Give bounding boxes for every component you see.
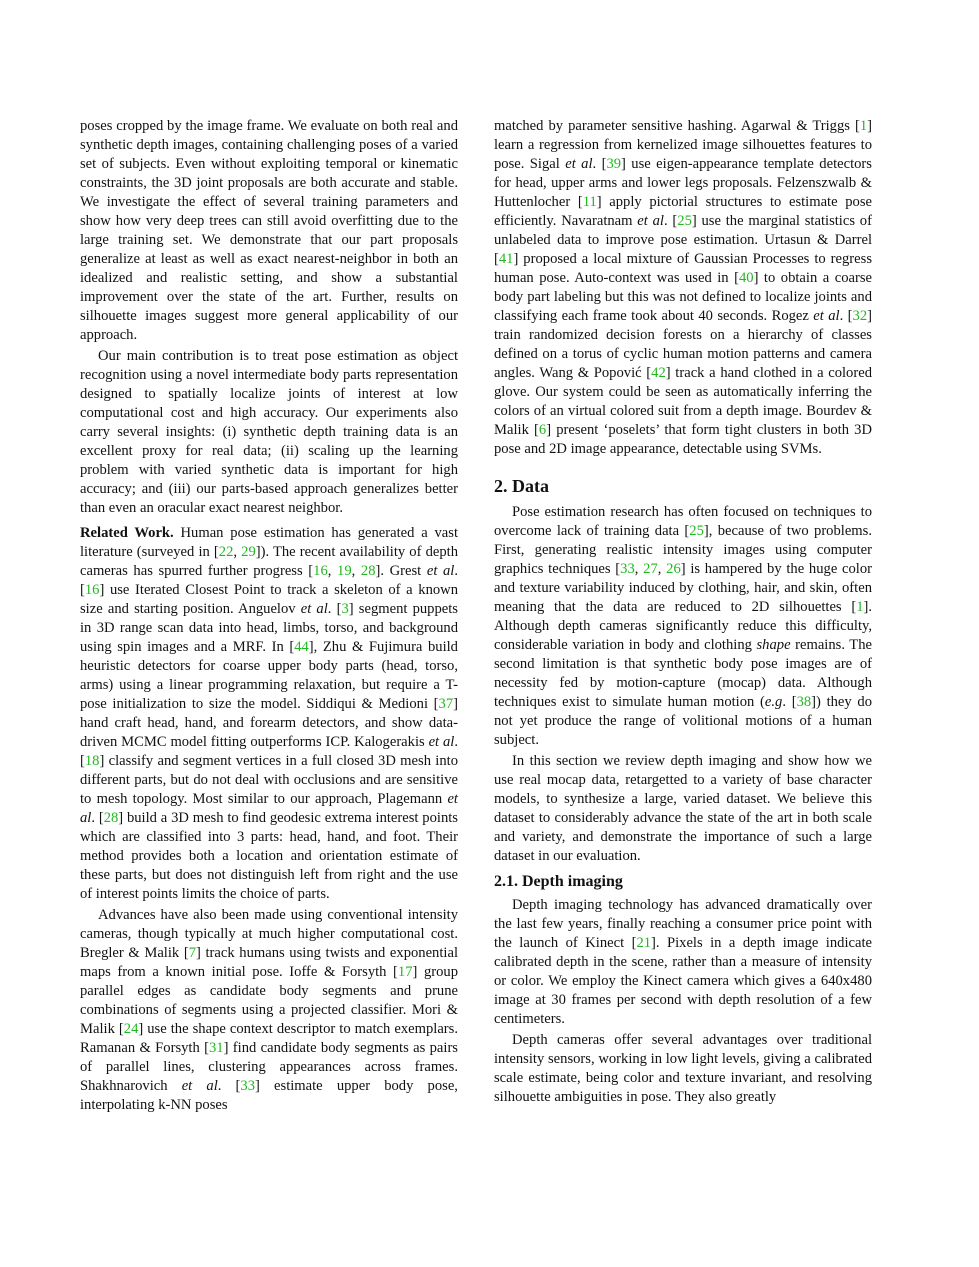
emphasis-text: e.g xyxy=(764,694,783,710)
text-run: ] train randomized decision forests on a hierarchy of classes defined on a torus of cyclic human motion patterns and camera angles. Wang & Popović [ xyxy=(494,308,872,381)
text-run: ]). The recent availability of depth cameras has spurred further progress [ xyxy=(80,544,458,579)
text-run: ] find candidate body segments as pairs of parallel lines, clustering appearances across frames. Shakhnarovich xyxy=(80,1040,458,1094)
text-run: ] track humans using twists and exponential maps from a known initial pose. Ioffe & Forsyth [ xyxy=(80,945,458,980)
emphasis-text: et al xyxy=(300,601,328,617)
text-run: ] segment puppets in 3D range scan data into head, limbs, torso, and background using spin images and a MRF. In [ xyxy=(80,601,458,655)
related-work-heading: Related Work. xyxy=(80,525,174,541)
citation-link[interactable]: 1 xyxy=(856,599,864,615)
text-run: Advances have also been made using conventional intensity cameras, though typically at much higher computational cost. Bregler & Malik [ xyxy=(80,907,458,961)
text-run: ], Zhu & Fujimura build heuristic detectors for coarse upper body parts (head, torso, arms) using a linear programming relaxation, but require a T-pose initialization to size the model. Siddiqui & Medioni [ xyxy=(80,639,458,712)
citation-link[interactable]: 28 xyxy=(103,810,119,826)
text-run: . [ xyxy=(782,694,797,710)
left-column xyxy=(80,117,458,1115)
text-run: . [ xyxy=(91,810,104,826)
citation-link[interactable]: 21 xyxy=(636,935,652,951)
text-run: ] use the shape context descriptor to match exemplars. Ramanan & Forsyth [ xyxy=(80,1021,458,1056)
contribution-paragraph: Our main contribution is to treat pose estimation as object recognition using a novel intermediate body parts representation designed to spatially localize joints of interest at low computational cost and high accuracy. Our experiments also carry several insights: (i) synthetic depth training data is an excellent proxy for real data; (ii) scaling up the learning problem with varied synthetic data is important for high accuracy; and (iii) our parts-based approach generalizes better than even an oracular exact nearest neighbor. xyxy=(80,348,458,516)
citation-link[interactable]: 44 xyxy=(294,639,309,655)
text-run: , xyxy=(233,544,242,560)
text-run: ] is hampered by the huge color and texture variability induced by clothing, hair, and skin, often meaning that the data are reduced to 2D silhouettes [ xyxy=(494,561,873,615)
citation-link[interactable]: 6 xyxy=(538,422,547,438)
text-run: , xyxy=(327,563,338,579)
citation-link[interactable]: 7 xyxy=(188,945,196,961)
citation-link[interactable]: 1 xyxy=(859,118,868,134)
citation-link[interactable]: 40 xyxy=(738,270,754,286)
text-run: . [ xyxy=(327,601,342,617)
related-work-paragraph xyxy=(80,524,458,904)
citation-link[interactable]: 22 xyxy=(218,544,234,560)
emphasis-text: et al xyxy=(181,1078,218,1094)
depth-paragraph-2: Depth cameras offer several advantages over traditional intensity sensors, working in low light levels, giving a calibrated scale estimate, being color and texture invariant, and resolving silhouette ambiguities in pose. They also greatly xyxy=(494,1032,872,1105)
text-run: ] group parallel edges as candidate body segments and prune combinations of segments using a projected classifier. Mori & Malik [ xyxy=(80,964,458,1037)
text-run: ], because of two problems. First, generating realistic intensity images using computer graphics techniques [ xyxy=(494,523,872,577)
text-run: ]. Pixels in a depth image indicate calibrated depth in the scene, rather than a measure of intensity or color. We employ the Kinect camera which gives a 640x480 image at 30 frames per second with depth resolution of a few centimeters. xyxy=(494,935,872,1027)
text-run: Human pose estimation has generated a vast literature (surveyed in [ xyxy=(80,525,458,560)
text-run: , xyxy=(657,561,667,577)
subsection-title-depth-imaging: 2.1. Depth imaging xyxy=(494,873,623,890)
citation-link[interactable]: 33 xyxy=(620,561,635,577)
citation-link[interactable]: 26 xyxy=(666,561,681,577)
text-run: ] build a 3D mesh to find geodesic extrema interest points which are classified into 3 parts: head, hand, and foot. Their method provides both a location and orientation estimate of these parts, but does not distinguish left from right and the use of interest points limits the choice of parts. xyxy=(80,810,458,902)
text-run: . [ xyxy=(839,308,853,324)
text-run: remains. The second limitation is that synthetic body pose images are of necessity fed by motion-capture (mocap) data. Although techniques exist to simulate human motion ( xyxy=(494,637,872,710)
text-run: Pose estimation research has often focused on techniques to overcome lack of training data [ xyxy=(494,504,872,539)
text-run: ] apply pictorial structures to estimate pose efficiently. Navaratnam xyxy=(494,194,872,229)
citation-link[interactable]: 31 xyxy=(208,1040,224,1056)
citation-link[interactable]: 24 xyxy=(123,1021,139,1037)
citation-link[interactable]: 25 xyxy=(677,213,692,229)
citation-link[interactable]: 19 xyxy=(337,563,352,579)
text-run: ] proposed a local mixture of Gaussian Processes to regress human pose. Auto-context was used in [ xyxy=(494,251,872,286)
citation-link[interactable]: 42 xyxy=(651,365,666,381)
text-run: ] hand craft head, hand, and forearm detectors, and show data-driven MCMC model fitting outperforms ICP. Kalogerakis xyxy=(80,696,458,750)
citation-link[interactable]: 25 xyxy=(689,523,704,539)
citation-link[interactable]: 32 xyxy=(852,308,868,324)
text-run: matched by parameter sensitive hashing. Agarwal & Triggs [ xyxy=(494,118,860,134)
emphasis-text: shape xyxy=(756,637,791,653)
citation-link[interactable]: 11 xyxy=(582,194,597,210)
citation-link[interactable]: 16 xyxy=(313,563,328,579)
citation-link[interactable]: 17 xyxy=(397,964,413,980)
citation-link[interactable]: 41 xyxy=(498,251,514,267)
citation-link[interactable]: 28 xyxy=(360,563,376,579)
depth-paragraph-1 xyxy=(494,896,872,1029)
text-run: . [ xyxy=(217,1078,241,1094)
text-run: ] use the marginal statistics of unlabeled data to improve pose estimation. Urtasun & Darrel [ xyxy=(494,213,872,267)
citation-link[interactable]: 37 xyxy=(438,696,454,712)
citation-link[interactable]: 39 xyxy=(606,156,622,172)
emphasis-text: et al xyxy=(80,791,458,826)
data-paragraph-2: In this section we review depth imaging and show how we use real mocap data, retargetted to a variety of base character models, to synthesize a large, varied dataset. We believe this dataset to considerably advance the state of the art in both scale and variety, and demonstrate the importance of such a large dataset in our evaluation. xyxy=(494,753,872,864)
related-work-continued-paragraph xyxy=(494,117,872,459)
data-paragraph-1 xyxy=(494,503,872,750)
text-run: . [ xyxy=(80,563,459,598)
emphasis-text: et al xyxy=(565,156,593,172)
citation-link[interactable]: 16 xyxy=(84,582,100,598)
text-run: ] to obtain a coarse body part labeling but this was not defined to localize joints and classifying each frame took about 40 seconds. Rogez xyxy=(494,270,872,324)
right-column xyxy=(494,117,872,1107)
text-run: ]) they do not yet produce the range of volitional motions of a human subject. xyxy=(494,694,872,748)
citation-link[interactable]: 18 xyxy=(84,753,100,769)
text-run: , xyxy=(351,563,361,579)
citation-link[interactable]: 3 xyxy=(341,601,349,617)
text-run: ]. Although depth cameras significantly reduce this difficulty, considerable variation in body and clothing xyxy=(494,599,872,653)
emphasis-text: et al xyxy=(637,213,664,229)
emphasis-text: et al xyxy=(426,563,455,579)
section-title-data: 2. Data xyxy=(494,476,549,496)
intro-paragraph-continued: poses cropped by the image frame. We evaluate on both real and synthetic depth images, containing challenging poses of a varied set of subjects. Even without exploiting temporal or kinematic constraints, the 3D joint proposals are both accurate and stable. We investigate the effect of several training parameters and show how very deep trees can still avoid overfitting due to the large training set. We demonstrate that our part proposals generalize at least as well as exact nearest-neighbor in both an idealized and realistic setting, and show a substantial improvement over the state of the art. Further, results on silhouette images suggest more general applicability of our approach. xyxy=(80,118,458,343)
text-run: ] classify and segment vertices in a full closed 3D mesh into different parts, but do not deal with occlusions and are sensitive to mesh topology. Most similar to our approach, Plagemann xyxy=(80,753,458,807)
text-run: ]. Grest xyxy=(375,563,427,579)
citation-link[interactable]: 33 xyxy=(240,1078,256,1094)
text-run: ] track a hand clothed in a colored glove. Our system could be seen as automatically inferring the colors of an virtual colored suit from a depth image. Bourdev & Malik [ xyxy=(494,365,872,438)
text-run: ] estimate upper body pose, interpolating k-NN poses xyxy=(80,1078,458,1113)
text-run: . [ xyxy=(592,156,607,172)
citation-link[interactable]: 27 xyxy=(643,561,658,577)
emphasis-text: et al xyxy=(813,308,840,324)
text-run: . [ xyxy=(80,734,458,769)
text-run: ] present ‘poselets’ that form tight clusters in both 3D pose and 2D image appearance, detectable using SVMs. xyxy=(494,422,872,457)
text-run: , xyxy=(634,561,644,577)
text-run: . [ xyxy=(663,213,678,229)
text-run: Depth imaging technology has advanced dramatically over the last few years, finally reaching a consumer price point with the launch of Kinect [ xyxy=(494,897,872,951)
citation-link[interactable]: 38 xyxy=(796,694,812,710)
citation-link[interactable]: 29 xyxy=(241,544,256,560)
advances-paragraph xyxy=(80,906,458,1115)
text-run: ] learn a regression from kernelized image silhouettes features to pose. Sigal xyxy=(494,118,872,172)
emphasis-text: et al xyxy=(428,734,455,750)
text-run: ] use eigen-appearance template detectors for head, upper arms and lower legs proposals. Felzenszwalb & Huttenlocher [ xyxy=(494,156,872,210)
text-run: ] use Iterated Closest Point to track a skeleton of a known size and starting position. Anguelov xyxy=(80,582,458,617)
